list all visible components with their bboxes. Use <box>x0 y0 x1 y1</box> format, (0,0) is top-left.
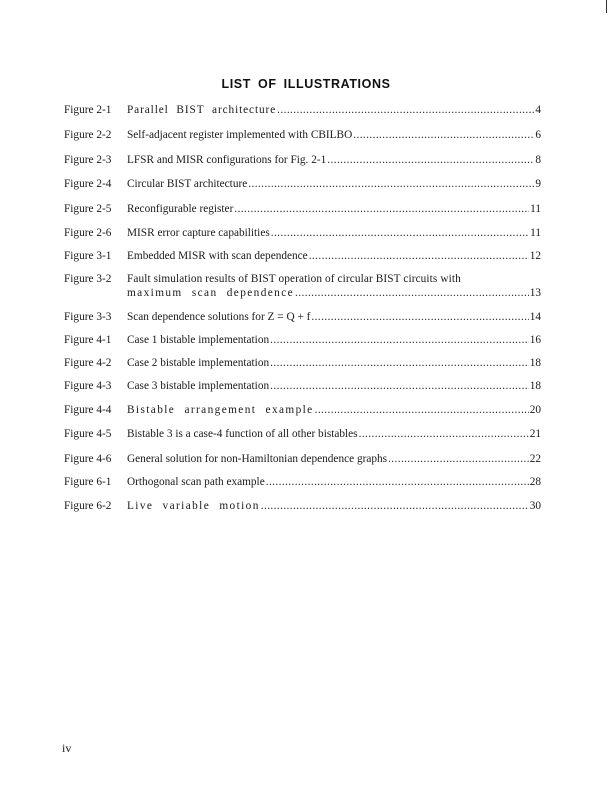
figure-number: Figure 6-1 <box>64 476 112 488</box>
figure-entry <box>64 379 541 393</box>
figure-entry <box>64 452 541 466</box>
figure-caption: Reconfigurable register <box>127 203 234 215</box>
figure-entry <box>64 403 541 417</box>
figure-line <box>127 427 541 441</box>
dot-leader <box>327 153 534 167</box>
figure-line <box>127 286 541 300</box>
dot-leader <box>388 452 529 466</box>
figure-line <box>127 310 541 324</box>
dot-leader <box>271 226 529 240</box>
dot-leader <box>234 202 529 216</box>
figure-line <box>127 379 541 393</box>
figure-caption: Orthogonal scan path example <box>127 476 265 488</box>
figure-number: Figure 4-6 <box>64 453 112 465</box>
figure-number: Figure 2-5 <box>64 203 112 215</box>
figure-entry <box>64 249 541 263</box>
figure-number: Figure 4-4 <box>64 404 112 416</box>
dot-leader <box>270 356 529 370</box>
figure-page: 28 <box>529 476 541 488</box>
figure-line <box>127 177 541 191</box>
figure-number: Figure 6-2 <box>64 500 112 512</box>
figure-page: 4 <box>535 104 541 116</box>
figure-line <box>127 499 541 513</box>
dot-leader <box>311 310 528 324</box>
dot-leader <box>353 128 534 142</box>
dot-leader <box>295 286 529 300</box>
figure-line <box>127 356 541 370</box>
figure-entry <box>64 103 541 117</box>
figure-caption: Live variable motion <box>127 500 260 512</box>
figure-entry <box>64 202 541 216</box>
page-title: LIST OF ILLUSTRATIONS <box>221 77 391 91</box>
dot-leader <box>270 379 529 393</box>
figure-number: Figure 3-3 <box>64 311 112 323</box>
dot-leader <box>266 475 529 489</box>
figure-line <box>127 403 541 417</box>
figure-entry <box>64 272 541 300</box>
figure-page: 11 <box>530 203 541 215</box>
figure-number: Figure 2-4 <box>64 178 112 190</box>
figure-number: Figure 2-2 <box>64 129 112 141</box>
figure-line <box>127 153 541 167</box>
figure-line <box>127 249 541 263</box>
figure-entry <box>64 310 541 324</box>
figure-page: 22 <box>529 453 541 465</box>
dot-leader <box>309 249 529 263</box>
figure-page: 14 <box>529 311 541 323</box>
figure-number: Figure 2-1 <box>64 104 112 116</box>
dot-leader <box>277 103 534 117</box>
figure-page: 13 <box>529 287 541 299</box>
figure-entry <box>64 177 541 191</box>
figure-page: 6 <box>535 129 541 141</box>
page-folio: iv <box>62 741 72 755</box>
figure-number: Figure 2-6 <box>64 227 112 239</box>
figure-line <box>127 475 541 489</box>
figure-number: Figure 4-1 <box>64 334 112 346</box>
dot-leader <box>359 427 529 441</box>
figure-number: Figure 4-3 <box>64 380 112 392</box>
figure-caption-line1: Fault simulation results of BIST operation of circular BIST circuits with <box>127 273 461 285</box>
figure-page: 21 <box>529 428 541 440</box>
figure-number: Figure 4-5 <box>64 428 112 440</box>
figure-page: 30 <box>529 500 541 512</box>
figure-entry <box>64 153 541 167</box>
figure-page: 9 <box>535 178 541 190</box>
figure-page: 16 <box>529 334 541 346</box>
figure-caption: Scan dependence solutions for Z = Q + f <box>127 311 311 323</box>
figure-caption: Case 3 bistable implementation <box>127 380 270 392</box>
figure-caption: Parallel BIST architecture <box>127 104 277 116</box>
figure-entry <box>64 427 541 441</box>
figure-caption: Self-adjacent register implemented with CBILBO <box>127 129 353 141</box>
figure-number: Figure 2-3 <box>64 154 112 166</box>
figure-caption: Case 1 bistable implementation <box>127 334 270 346</box>
figure-entry <box>64 356 541 370</box>
figure-line <box>127 333 541 347</box>
figure-entry <box>64 475 541 489</box>
dot-leader <box>261 499 529 513</box>
scan-edge-mark <box>606 0 607 13</box>
figure-page: 8 <box>535 154 541 166</box>
figure-caption: Case 2 bistable implementation <box>127 357 270 369</box>
figure-caption: Bistable arrangement example <box>127 404 314 416</box>
figure-page: 20 <box>529 404 541 416</box>
figure-entry <box>64 499 541 513</box>
figure-number: Figure 3-2 <box>64 273 112 285</box>
figure-caption: Embedded MISR with scan dependence <box>127 250 308 262</box>
figure-page: 18 <box>529 357 541 369</box>
figure-page: 12 <box>529 250 541 262</box>
figure-caption: Bistable 3 is a case-4 function of all other bistables <box>127 428 358 440</box>
dot-leader <box>248 177 534 191</box>
figure-line <box>127 103 541 117</box>
dot-leader <box>270 333 529 347</box>
figure-caption: Circular BIST architecture <box>127 178 248 190</box>
figure-number: Figure 4-2 <box>64 357 112 369</box>
figure-line <box>127 128 541 142</box>
figure-caption: LFSR and MISR configurations for Fig. 2-1 <box>127 154 327 166</box>
figure-caption-line2: maximum scan dependence <box>127 287 295 299</box>
figure-entry <box>64 128 541 142</box>
figure-page: 11 <box>530 227 541 239</box>
figure-entry <box>64 226 541 240</box>
figure-caption: General solution for non-Hamiltonian dependence graphs <box>127 453 388 465</box>
dot-leader <box>315 403 529 417</box>
figure-page: 18 <box>529 380 541 392</box>
figure-caption: MISR error capture capabilities <box>127 227 270 239</box>
figure-line <box>127 202 541 216</box>
figure-entry <box>64 333 541 347</box>
figure-number: Figure 3-1 <box>64 250 112 262</box>
figure-line <box>127 226 541 240</box>
figure-line <box>127 452 541 466</box>
